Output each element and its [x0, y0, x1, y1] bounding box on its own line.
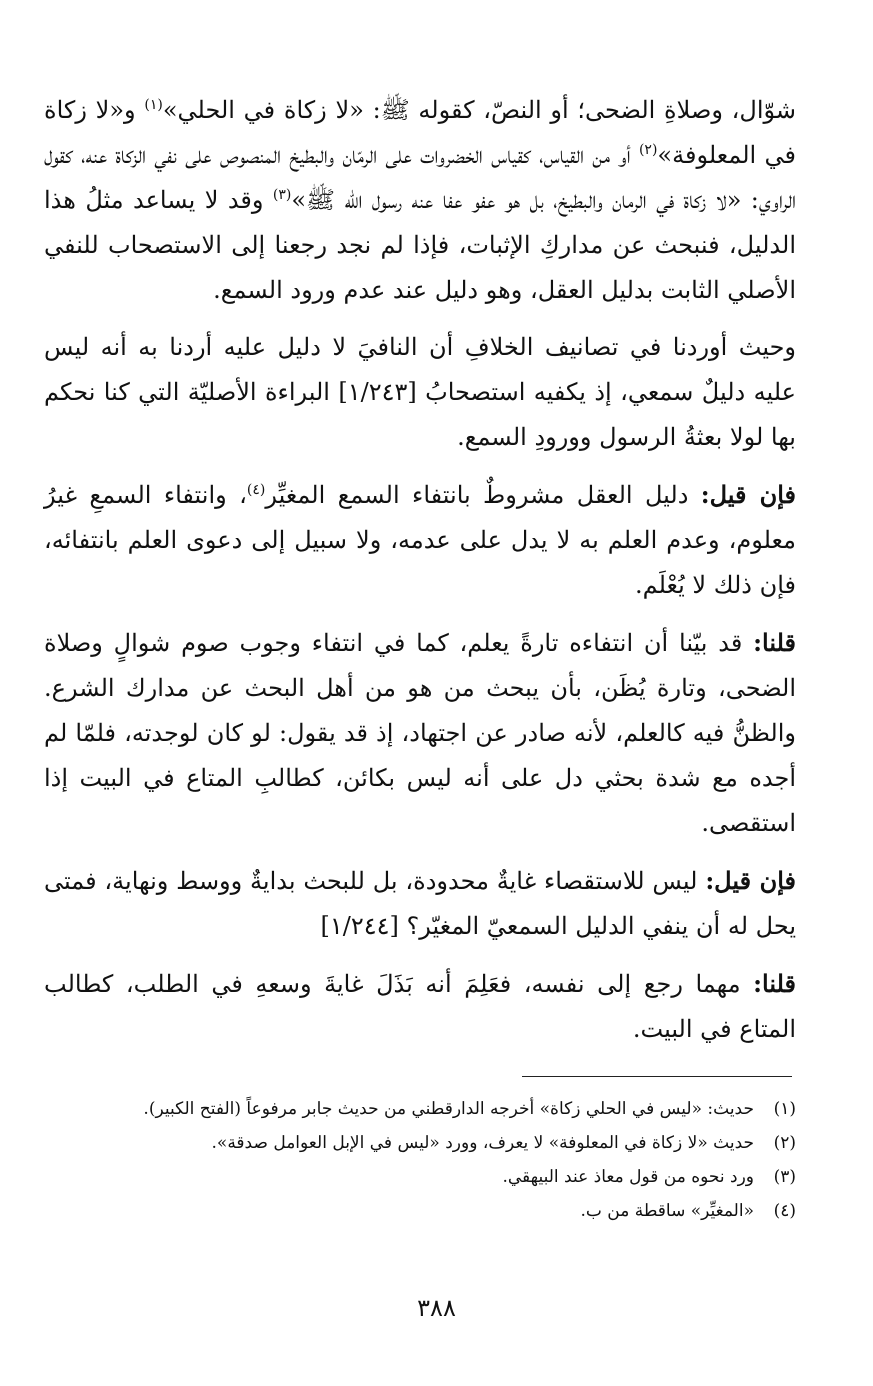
footnote-item [44, 1094, 796, 1124]
paragraph-2 [44, 325, 796, 460]
page-number: ٣٨٨ [417, 1294, 456, 1322]
main-text [44, 88, 796, 1064]
footnotes [44, 1094, 796, 1230]
footnote-divider [522, 1076, 792, 1077]
paragraph-text: أو من القياس، كقياس الخضروات على الرمّان والبطيخ المنصوص على نفي الزكاة عنه، كقول الراوي: «لا زكاة في الرمان والبطيخ، بل هو عفو عفا عنه رسول الله ﷺ» [44, 141, 796, 214]
footnote-item [44, 1196, 796, 1226]
footnote-number: (٢) [773, 1133, 796, 1153]
footnote-number: (٤) [773, 1201, 796, 1221]
reply-lead: قلنا: [753, 628, 796, 657]
paragraph-4 [44, 620, 796, 846]
paragraph-text: وحيث أوردنا في تصانيف الخلافِ أن النافيَ لا دليل عليه أردنا به أنه ليس عليه دليلٌ سمعي، إذ يكفيه استصحابُ [١/٢٤٣] البراءة الأصليّة التي كنا نحكم بها لولا بعثةُ الرسول وورودِ السمع. [44, 333, 796, 451]
paragraph-text: وقد لا يساعد مثلُ هذا الدليل، فنبحث عن مداركِ الإثبات، فإذا لم نجد رجعنا إلى الاستصحاب للنفي الأصلي الثابت بدليل العقل، وهو دليل عند عدم ورود السمع. [44, 186, 796, 304]
footnote-text: ورد نحوه من قول معاذ عند البيهقي. [502, 1167, 754, 1187]
footnote-text: «المغيِّر» ساقطة من ب. [580, 1201, 754, 1221]
footnote-text: حديث «لا زكاة في المعلوفة» لا يعرف، وورد «ليس في الإبل العوامل صدقة». [211, 1133, 754, 1153]
paragraph-3 [44, 472, 796, 608]
footnote-number: (٣) [773, 1167, 796, 1187]
reply-lead: قلنا: [753, 969, 796, 998]
paragraph-text: مهما رجع إلى نفسه، فعَلِمَ أنه بَذَلَ غايةَ وسعهِ في الطلب، كطالب المتاع في البيت. [44, 970, 796, 1043]
paragraph-text: قد بيّنا أن انتفاءه تارةً يعلم، كما في انتفاء وجوب صوم شوالٍ وصلاة الضحى، وتارة يُظَن، بأن يبحث من هو من أهل البحث عن مدارك الشرع. والظنُّ فيه كالعلم، لأنه صادر عن اجتهاد، إذ قد يقول: لو كان لوجدته، فلمّا لم أجده مع شدة بحثي دل على أنه ليس بكائن، كطالبِ المتاع في البيت إذا استقصى. [44, 629, 796, 837]
footnote-ref[interactable]: (٣) [272, 187, 292, 203]
footnote-item [44, 1162, 796, 1192]
footnote-number: (١) [773, 1099, 796, 1119]
paragraph-text: دليل العقل مشروطٌ بانتفاء السمع المغيِّر [265, 481, 701, 509]
paragraph-6 [44, 961, 796, 1052]
paragraph-text: ليس للاستقصاء غايةٌ محدودة، بل للبحث بدايةٌ ووسط ونهاية، فمتى يحل له أن ينفي الدليل السمعيّ المغيّر؟ [١/٢٤٤] [44, 867, 796, 940]
paragraph-text: و«لا زكاة في المعلوفة» [44, 96, 797, 169]
objection-lead: فإن قيل: [700, 480, 797, 509]
paragraph-text: ، وانتفاء السمعِ غيرُ معلوم، وعدم العلم به لا يدل على عدمه، ولا سبيل إلى دعوى العلم بانتفائه، فإن ذلك لا يُعْلَم. [44, 481, 796, 599]
objection-lead: فإن قيل: [705, 866, 797, 895]
footnote-ref[interactable]: (١) [144, 97, 163, 113]
footnote-item [44, 1128, 796, 1158]
paragraph-1 [44, 88, 796, 313]
footnote-ref[interactable]: (٤) [246, 482, 266, 498]
paragraph-text: شوّال، وصلاةِ الضحى؛ أو النصّ، كقوله ﷺ: «لا زكاة في الحلي» [162, 96, 797, 124]
paragraph-5 [44, 858, 796, 949]
footnote-text: حديث: «ليس في الحلي زكاة» أخرجه الدارقطني من حديث جابر مرفوعاً (الفتح الكبير). [143, 1099, 754, 1119]
footnote-ref[interactable]: (٢) [638, 142, 658, 158]
